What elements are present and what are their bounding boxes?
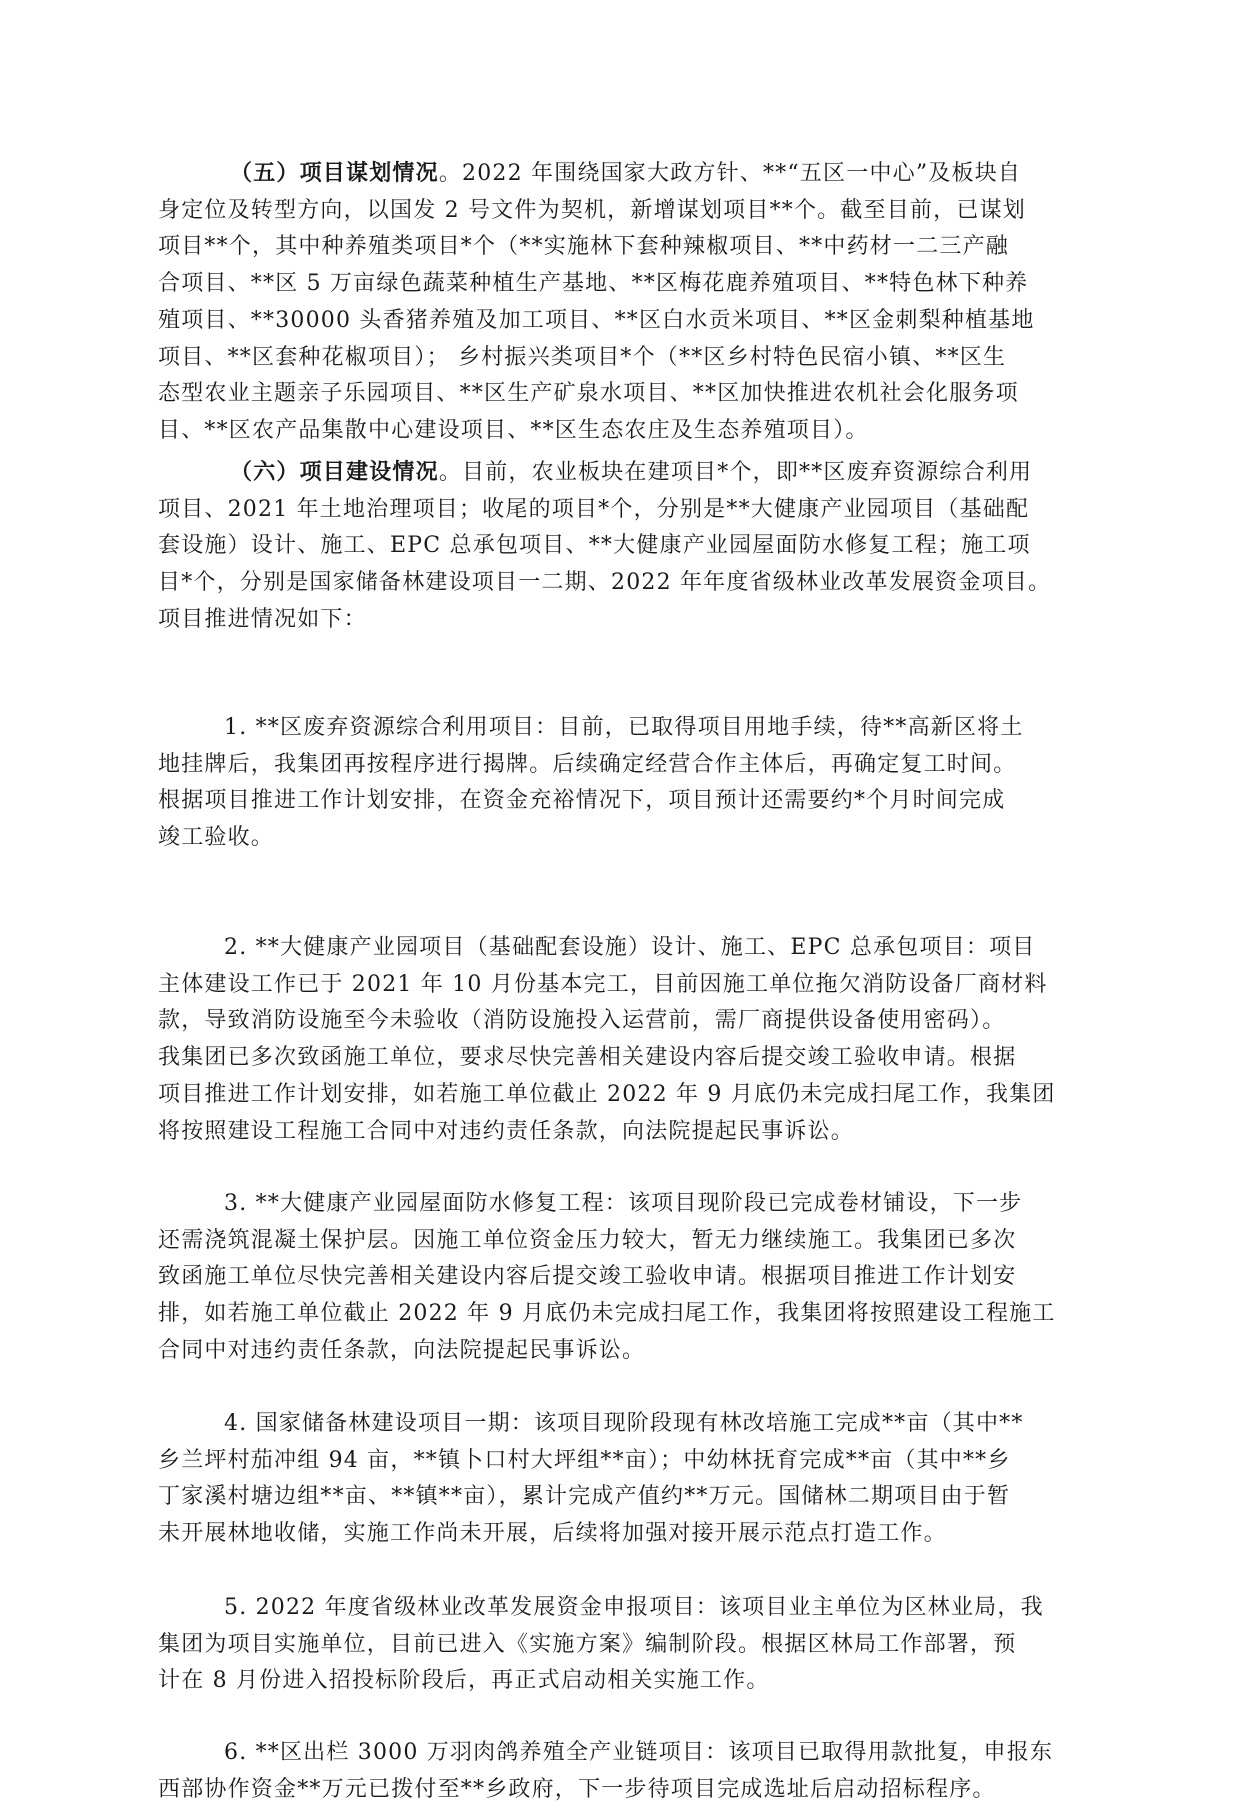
text-line: 地挂牌后，我集团再按程序进行揭牌。后续确定经营合作主体后，再确定复工时间。 [158,751,1017,777]
item-6-paragraph [158,1735,1053,1808]
text-run: 。目前，农业板块在建项目*个，即**区废弃资源综合利用 [438,460,1033,485]
section-five-heading: （五）项目谋划情况 [230,160,439,186]
text-line: 项目、2021 年土地治理项目；收尾的项目*个，分别是**大健康产业园项目（基础配 [158,496,1030,522]
text-line: 计在 8 月份进入招投标阶段后，再正式启动相关实施工作。 [158,1668,770,1694]
item-4-paragraph [158,1406,1024,1553]
text-line: 致函施工单位尽快完善相关建设内容后提交竣工验收申请。根据项目推进工作计划安 [158,1264,1017,1290]
text-line: 集团为项目实施单位，目前已进入《实施方案》编制阶段。根据区林局工作部署，预 [158,1631,1017,1657]
text-line: 合同中对违约责任条款，向法院提起民事诉讼。 [158,1337,646,1363]
text-line: 未开展林地收储，实施工作尚未开展，后续将加强对接开展示范点打造工作。 [158,1521,947,1547]
text-line: 将按照建设工程施工合同中对违约责任条款，向法院提起民事诉讼。 [158,1118,855,1144]
text-line: 身定位及转型方向，以国发 2 号文件为契机，新增谋划项目**个。截至目前，已谋划 [158,197,1026,223]
text-line: 4. 国家储备林建设项目一期：该项目现阶段现有林改培施工完成**亩（其中** [224,1411,1024,1436]
item-1-paragraph [158,710,1024,857]
text-line: 主体建设工作已于 2021 年 10 月份基本完工，目前因施工单位拖欠消防设备厂商材料 [158,971,1048,997]
text-run: 。2022 年围绕国家大政方针、**“五区一中心”及板块自 [438,161,1022,186]
text-line: 排，如若施工单位截止 2022 年 9 月底仍未完成扫尾工作，我集团将按照建设工程施工 [158,1301,1056,1327]
item-5-paragraph [158,1590,1044,1700]
text-line: 乡兰坪村茄冲组 94 亩，**镇卜口村大坪组**亩）；中幼林抚育完成**亩（其中**乡 [158,1447,1011,1473]
text-line: 2. **大健康产业园项目（基础配套设施）设计、施工、EPC 总承包项目：项目 [224,935,1036,960]
text-line: 殖项目、**30000 头香猪养殖及加工项目、**区白水贡米项目、**区金刺梨种植基地 [158,307,1035,333]
text-line [158,155,1035,193]
text-line [158,454,1051,492]
item-3-paragraph [158,1186,1056,1370]
section-six-paragraph [158,454,1051,639]
text-line: 5. 2022 年度省级林业改革发展资金申报项目：该项目业主单位为区林业局，我 [224,1595,1044,1620]
text-line: 态型农业主题亲子乐园项目、**区生产矿泉水项目、**区加快推进农机社会化服务项 [158,381,1019,407]
text-line: 我集团已多次致函施工单位，要求尽快完善相关建设内容后提交竣工验收申请。根据 [158,1045,1017,1071]
text-line: 1. **区废弃资源综合利用项目：目前，已取得项目用地手续，待**高新区将土 [224,715,1024,740]
text-line: 项目**个，其中种养殖类项目*个（**实施林下套种辣椒项目、**中药材一二三产融 [158,234,1010,260]
text-line: 项目推进工作计划安排，如若施工单位截止 2022 年 9 月底仍未完成扫尾工作，我集团 [158,1081,1056,1107]
text-line: 项目、**区套种花椒项目）； 乡村振兴类项目*个（**区乡村特色民宿小镇、**区生 [158,344,1007,370]
section-five-paragraph [158,155,1035,450]
section-six-heading: （六）项目建设情况 [230,459,439,485]
text-line: 合项目、**区 5 万亩绿色蔬菜种植生产基地、**区梅花鹿养殖项目、**特色林下种养 [158,271,1029,297]
text-line: 根据项目推进工作计划安排，在资金充裕情况下，项目预计还需要约*个月时间完成 [158,788,1006,814]
text-line: 目*个，分别是国家储备林建设项目一二期、2022 年年度省级林业改革发展资金项目。 [158,570,1052,596]
text-line: 款，导致消防设施至今未验收（消防设施投入运营前，需厂商提供设备使用密码）。 [158,1008,1006,1034]
text-line: 3. **大健康产业园屋面防水修复工程：该项目现阶段已完成卷材铺设，下一步 [224,1191,1023,1216]
text-line: 6. **区出栏 3000 万羽肉鸽养殖全产业链项目：该项目已取得用款批复，申报东 [224,1740,1054,1765]
text-line: 丁家溪村塘边组**亩、**镇**亩），累计完成产值约**万元。国储林二期项目由于暂 [158,1484,1011,1510]
text-line: 还需浇筑混凝土保护层。因施工单位资金压力较大，暂无力继续施工。我集团已多次 [158,1227,1017,1253]
text-line: 项目推进情况如下： [158,606,367,632]
text-line: 竣工验收。 [158,825,275,851]
text-line: 套设施）设计、施工、EPC 总承包项目、**大健康产业园屋面防水修复工程；施工项 [158,533,1031,559]
text-line: 西部协作资金**万元已拨付至**乡政府，下一步待项目完成选址后启动招标程序。 [158,1776,996,1802]
item-2-paragraph [158,930,1056,1150]
text-line: 目、**区农产品集散中心建设项目、**区生态农庄及生态养殖项目）。 [158,417,869,443]
